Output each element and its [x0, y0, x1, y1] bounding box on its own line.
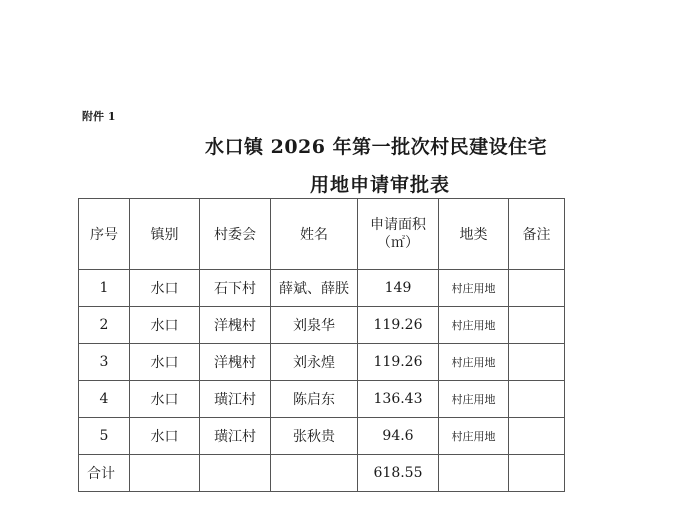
- total-row: [79, 455, 565, 492]
- cell-village: 璜江村: [200, 381, 271, 418]
- cell-name: 刘泉华: [271, 307, 358, 344]
- cell-remarks: [509, 381, 565, 418]
- header-name: 姓名: [271, 199, 358, 270]
- total-empty-cell: [509, 455, 565, 492]
- document-title: 水口镇 2026 年第一批次村民建设住宅: [205, 136, 548, 158]
- header-area-label: 申请面积: [370, 217, 426, 233]
- header-seq: 序号: [79, 199, 130, 270]
- cell-seq: 4: [79, 381, 130, 418]
- table-row: [79, 270, 565, 307]
- total-empty-cell: [271, 455, 358, 492]
- approval-table: [78, 198, 565, 492]
- cell-town: 水口: [130, 381, 200, 418]
- table-row: [79, 418, 565, 455]
- header-village: 村委会: [200, 199, 271, 270]
- total-label: 合计: [79, 455, 130, 492]
- cell-area: 136.43: [358, 381, 439, 418]
- cell-seq: 1: [79, 270, 130, 307]
- table-row: [79, 381, 565, 418]
- cell-seq: 5: [79, 418, 130, 455]
- table-row: [79, 307, 565, 344]
- cell-town: 水口: [130, 270, 200, 307]
- cell-land-type: 村庄用地: [439, 344, 509, 381]
- cell-town: 水口: [130, 418, 200, 455]
- cell-village: 石下村: [200, 270, 271, 307]
- cell-name: 张秋贵: [271, 418, 358, 455]
- cell-village: 洋槐村: [200, 307, 271, 344]
- total-empty-cell: [130, 455, 200, 492]
- cell-land-type: 村庄用地: [439, 381, 509, 418]
- cell-remarks: [509, 307, 565, 344]
- cell-seq: 2: [79, 307, 130, 344]
- cell-town: 水口: [130, 307, 200, 344]
- cell-remarks: [509, 418, 565, 455]
- header-row: [79, 199, 565, 270]
- total-empty-cell: [200, 455, 271, 492]
- document-subtitle: 用地申请审批表: [310, 174, 451, 196]
- cell-land-type: 村庄用地: [439, 270, 509, 307]
- header-land-type: 地类: [439, 199, 509, 270]
- total-empty-cell: [439, 455, 509, 492]
- cell-village: 璜江村: [200, 418, 271, 455]
- cell-remarks: [509, 270, 565, 307]
- cell-remarks: [509, 344, 565, 381]
- cell-name: 薛斌、薛朕: [271, 270, 358, 307]
- cell-area: 119.26: [358, 307, 439, 344]
- cell-name: 刘永煌: [271, 344, 358, 381]
- attachment-label: 附件 1: [82, 110, 116, 123]
- cell-village: 洋槐村: [200, 344, 271, 381]
- cell-area: 149: [358, 270, 439, 307]
- cell-area: 119.26: [358, 344, 439, 381]
- total-area: 618.55: [358, 455, 439, 492]
- cell-land-type: 村庄用地: [439, 418, 509, 455]
- header-remarks: 备注: [509, 199, 565, 270]
- header-area-unit: （㎡）: [377, 235, 419, 251]
- cell-name: 陈启东: [271, 381, 358, 418]
- header-area: [358, 199, 439, 270]
- cell-land-type: 村庄用地: [439, 307, 509, 344]
- cell-area: 94.6: [358, 418, 439, 455]
- table-row: [79, 344, 565, 381]
- header-town: 镇别: [130, 199, 200, 270]
- cell-town: 水口: [130, 344, 200, 381]
- cell-seq: 3: [79, 344, 130, 381]
